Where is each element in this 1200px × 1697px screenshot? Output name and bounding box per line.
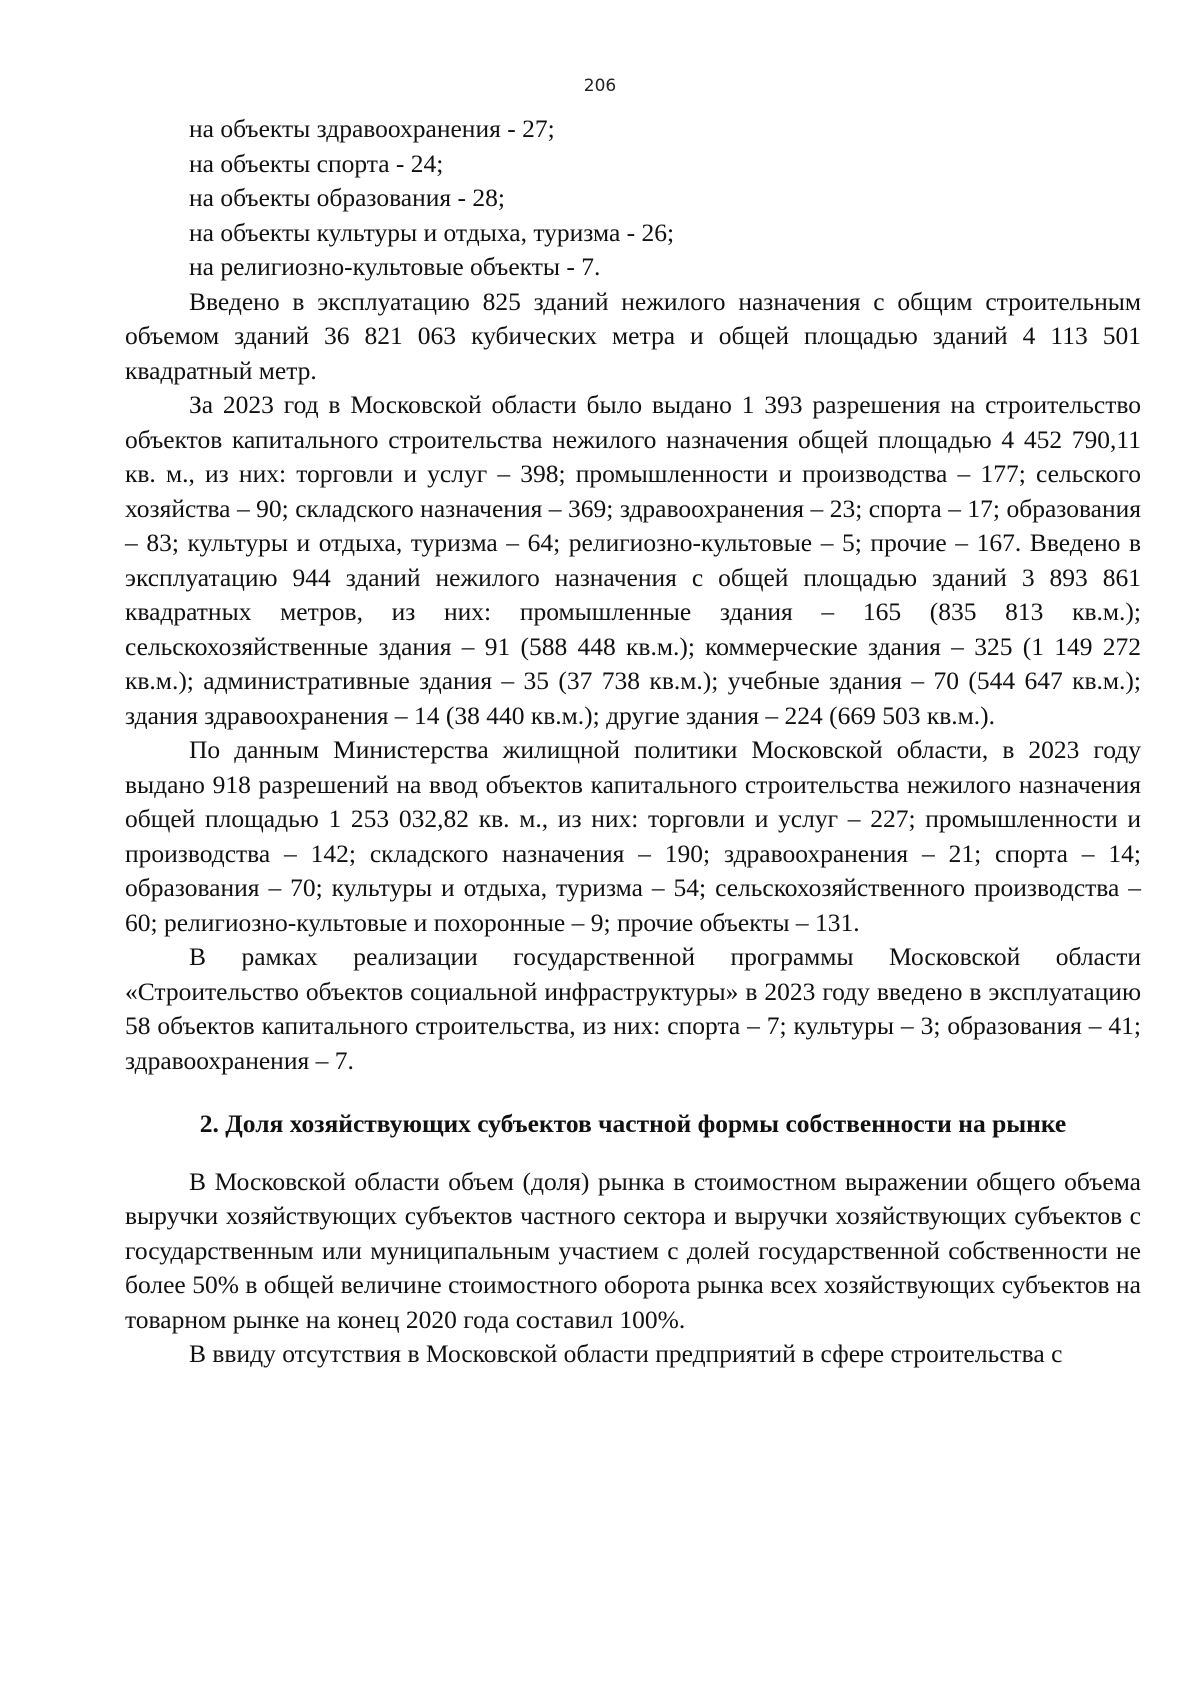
list-item: на объекты здравоохранения - 27; xyxy=(189,114,555,143)
list-item: на объекты культуры и отдыха, туризма - 26; xyxy=(189,217,675,247)
page-number: 206 xyxy=(583,76,617,96)
list-item: на объекты спорта - 24; xyxy=(189,148,444,178)
paragraph-state-program: В рамках реализации государственной программы Московской области «Строительство объектов социальной инфраструктуры» в 2023 году введено в эксплуатацию 58 объектов капитального строительства, из них: спорта – 7; культуры – 3; образования – 41; здравоохранения – 7. xyxy=(125,942,1141,1075)
paragraph-ministry-data: По данным Министерства жилищной политики Московской области, в 2023 году выдано 918 разрешений на ввод объектов капитального строительства нежилого назначения общей площадью 1 253 032,82 кв. м., из них: торговли и услуг – 227; промышленности и производства – 142; складского назначения – 190; здравоохранения – 21; спорта – 14; образования – 70; культуры и отдыха, туризма – 54; сельскохозяйственного производства – 60; религиозно-культовые и похоронные – 9; прочие объекты – 131. xyxy=(125,735,1141,937)
paragraph-market-share: В Московской области объем (доля) рынка в стоимостном выражении общего объема выручки хозяйствующих субъектов частного сектора и выручки хозяйствующих субъектов с государственным или муниципальным участием с долей государственной собственности не более 50% в общей величине стоимостного оборота рынка всех хозяйствующих субъектов на товарном рынке на конец 2020 года составил 100%. xyxy=(125,1166,1141,1334)
paragraph-continuation: В ввиду отсутствия в Московской области предприятий в сфере строительства с xyxy=(189,1339,1063,1368)
paragraph-commissioned-buildings: Введено в эксплуатацию 825 зданий нежилого назначения с общим строительным объемом зданий 36 821 063 кубических метра и общей площадью зданий 4 113 501 квадратный метр. xyxy=(125,286,1141,385)
document-body xyxy=(125,112,1141,1372)
section-heading: 2. Доля хозяйствующих субъектов частной формы собственности на рынке xyxy=(199,1109,1067,1138)
paragraph-construction-permits: За 2023 год в Московской области было выдано 1 393 разрешения на строительство объектов капитального строительства нежилого назначения общей площадью 4 452 790,11 кв. м., из них: торговли и услуг – 398; промышленности и производства – 177; сельского хозяйства – 90; складского назначения – 369; здравоохранения – 23; спорта – 17; образования – 83; культуры и отдыха, туризма – 64; религиозно-культовые – 5; прочие – 167. Введено в эксплуатацию 944 зданий нежилого назначения с общей площадью зданий 3 893 861 квадратных метров, из них: промышленные здания – 165 (835 813 кв.м.); сельскохозяйственные здания – 91 (588 448 кв.м.); коммерческие здания – 325 (1 149 272 кв.м.); административные здания – 35 (37 738 кв.м.); учебные здания – 70 (544 647 кв.м.); здания здравоохранения – 14 (38 440 кв.м.); другие здания – 224 (669 503 кв.м.). xyxy=(125,390,1141,730)
list-item: на религиозно-культовые объекты - 7. xyxy=(189,252,601,281)
list-item: на объекты образования - 28; xyxy=(189,183,505,212)
